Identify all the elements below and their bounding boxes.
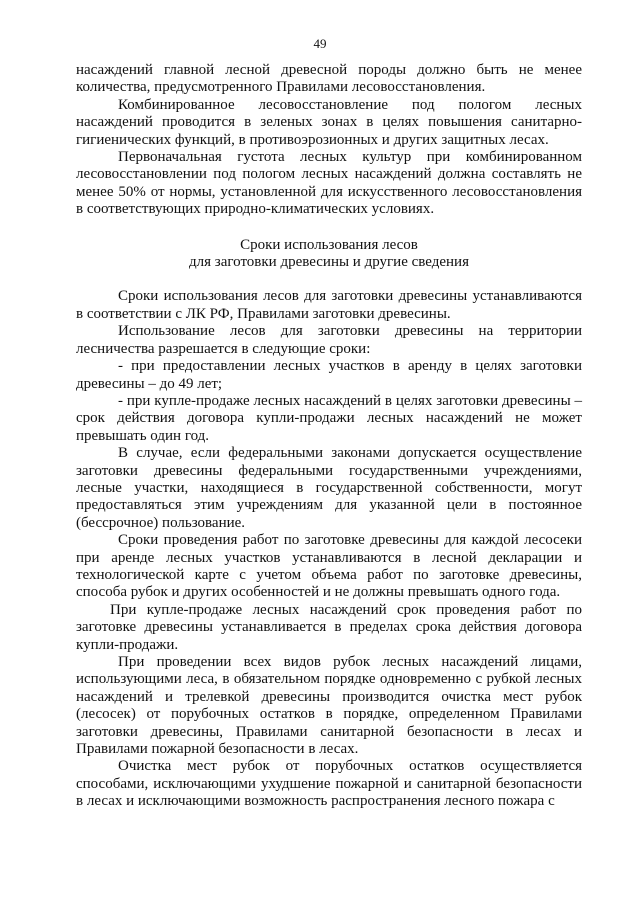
- paragraph-top-3: Первоначальная густота лесных культур при комбинированном лесовосстановлении под пологом лесных насаждений должна составлять не менее 50% от нормы, установленной для искусственного лесовосстановления в соответствующих природно-климатических условиях.: [76, 149, 582, 218]
- section-heading: [76, 237, 582, 272]
- section-heading-line-1: Сроки использования лесов: [240, 236, 418, 253]
- paragraph-6: Сроки проведения работ по заготовке древесины для каждой лесосеки при аренде лесных участков устанавливаются в лесной декларации и технологической карте с учетом объема работ по заготовке древесины, способа рубок и других особенностей и не должны превышать одного года.: [76, 532, 582, 601]
- page-number: 49: [313, 36, 327, 51]
- paragraph-9: Очистка мест рубок от порубочных остатков осуществляется способами, исключающими ухудшение пожарной и санитарной безопасности в лесах и исключающими возможность распространения лесного пожара с: [76, 758, 582, 810]
- paragraph-top-2: Комбинированное лесовосстановление под пологом лесных насаждений проводится в зеленых зонах в целях повышения санитарно-гигиенических функций, в противоэрозионных и других защитных лесах.: [76, 96, 582, 148]
- paragraph-4: - при купле-продаже лесных насаждений в целях заготовки древесины – срок действия договора купли-продажи лесных насаждений не может превышать один год.: [76, 392, 582, 444]
- paragraph-top-1: насаждений главной лесной древесной породы должно быть не менее количества, предусмотренного Правилами лесовосстановления.: [76, 62, 582, 96]
- paragraph-8: При проведении всех видов рубок лесных насаждений лицами, использующими леса, в обязательном порядке одновременно с рубкой лесных насаждений и трелевкой древесины производится очистка мест рубок (лесосек) от порубочных остатков в порядке, определенном Правилами заготовки древесины, Правилами санитарной безопасности в лесах и Правилами пожарной безопасности в лесах.: [76, 654, 582, 758]
- body-text: [76, 62, 582, 811]
- paragraph-1: Сроки использования лесов для заготовки древесины устанавливаются в соответствии с ЛК РФ, Правилами заготовки древесины.: [76, 288, 582, 322]
- paragraph-5: В случае, если федеральными законами допускается осуществление заготовки древесины федеральными государственными учреждениями, лесные участки, находящиеся в государственной собственности, могут предоставляться этим учреждениям для указанной цели в постоянное (бессрочное) пользование.: [76, 445, 582, 531]
- paragraph-7: При купле-продаже лесных насаждений срок проведения работ по заготовке древесины устанавливается в пределах срока действия договора купли-продажи.: [76, 601, 582, 653]
- paragraph-2: Использование лесов для заготовки древесины на территории лесничества разрешается в следующие сроки:: [76, 323, 582, 357]
- section-heading-line-2: для заготовки древесины и другие сведения: [189, 254, 469, 271]
- paragraph-3: - при предоставлении лесных участков в аренду в целях заготовки древесины – до 49 лет;: [76, 358, 582, 392]
